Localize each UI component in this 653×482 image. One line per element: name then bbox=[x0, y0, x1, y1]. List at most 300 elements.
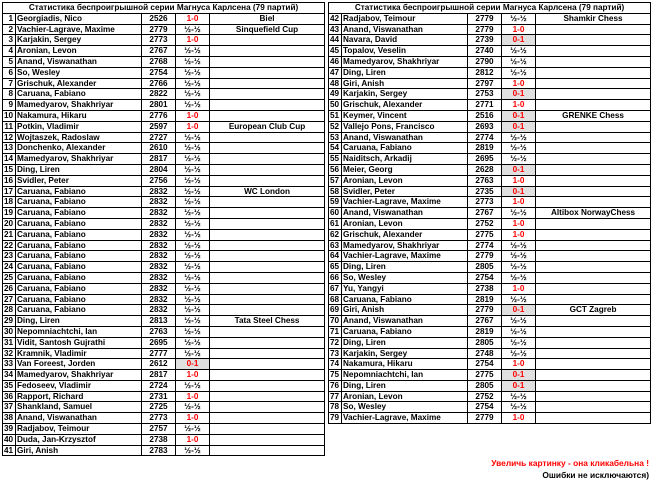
opponent-name: Anand, Viswanathan bbox=[342, 316, 468, 327]
game-number: 1 bbox=[3, 13, 16, 24]
tournament-name bbox=[536, 391, 651, 402]
tournament-name bbox=[210, 348, 325, 359]
opponent-name: Ding, Liren bbox=[342, 380, 468, 391]
game-result: 1-0 bbox=[502, 175, 536, 186]
game-result: 0-1 bbox=[502, 121, 536, 132]
opponent-rating: 2516 bbox=[468, 110, 502, 121]
opponent-name: Caruana, Fabiano bbox=[16, 229, 142, 240]
game-result: 1-0 bbox=[176, 370, 210, 381]
opponent-rating: 2767 bbox=[468, 316, 502, 327]
opponent-rating: 2612 bbox=[142, 359, 176, 370]
tournament-name bbox=[210, 143, 325, 154]
game-result: 0-1 bbox=[502, 186, 536, 197]
table-row bbox=[329, 24, 651, 35]
game-number: 72 bbox=[329, 337, 342, 348]
game-number: 65 bbox=[329, 262, 342, 273]
tournament-name bbox=[210, 218, 325, 229]
game-result: ½-½ bbox=[502, 326, 536, 337]
opponent-name: Ding, Liren bbox=[342, 337, 468, 348]
opponent-name: Vachier-Lagrave, Maxime bbox=[342, 197, 468, 208]
table-row bbox=[3, 13, 325, 24]
opponent-name: Vachier-Lagrave, Maxime bbox=[16, 24, 142, 35]
table-row bbox=[3, 143, 325, 154]
right-results-table bbox=[328, 2, 651, 424]
opponent-name: Mamedyarov, Shakhriyar bbox=[342, 240, 468, 251]
opponent-rating: 2597 bbox=[142, 121, 176, 132]
table-row bbox=[3, 272, 325, 283]
table-row bbox=[3, 67, 325, 78]
game-result: ½-½ bbox=[176, 56, 210, 67]
game-number: 48 bbox=[329, 78, 342, 89]
game-result: ½-½ bbox=[176, 251, 210, 262]
game-number: 49 bbox=[329, 89, 342, 100]
opponent-rating: 2775 bbox=[468, 370, 502, 381]
opponent-rating: 2790 bbox=[468, 56, 502, 67]
game-number: 24 bbox=[3, 262, 16, 273]
game-number: 39 bbox=[3, 424, 16, 435]
tournament-name bbox=[536, 67, 651, 78]
table-row bbox=[3, 186, 325, 197]
opponent-rating: 2727 bbox=[142, 132, 176, 143]
game-number: 9 bbox=[3, 100, 16, 111]
game-number: 5 bbox=[3, 56, 16, 67]
game-result: ½-½ bbox=[176, 197, 210, 208]
opponent-name: Kramnik, Vladimir bbox=[16, 348, 142, 359]
game-result: 0-1 bbox=[502, 305, 536, 316]
table-row bbox=[3, 434, 325, 445]
game-result: 1-0 bbox=[502, 413, 536, 424]
game-number: 3 bbox=[3, 35, 16, 46]
table-row bbox=[3, 262, 325, 273]
game-result: ½-½ bbox=[176, 445, 210, 456]
tournament-name bbox=[210, 445, 325, 456]
opponent-name: Ding, Liren bbox=[342, 262, 468, 273]
table-row bbox=[3, 348, 325, 359]
tournament-name: Tata Steel Chess bbox=[210, 316, 325, 327]
game-result: ½-½ bbox=[502, 337, 536, 348]
opponent-rating: 2832 bbox=[142, 208, 176, 219]
table-row bbox=[3, 380, 325, 391]
game-result: ½-½ bbox=[176, 78, 210, 89]
opponent-name: Topalov, Veselin bbox=[342, 46, 468, 57]
opponent-rating: 2832 bbox=[142, 197, 176, 208]
opponent-name: Navara, David bbox=[342, 35, 468, 46]
game-result: ½-½ bbox=[176, 24, 210, 35]
tournament-name bbox=[536, 402, 651, 413]
table-row bbox=[329, 197, 651, 208]
opponent-rating: 2768 bbox=[142, 56, 176, 67]
opponent-rating: 2817 bbox=[142, 154, 176, 165]
left-table-title: Статистика беспроигрышной серии Магнуса Карлсена (79 партий) bbox=[3, 3, 325, 14]
table-row bbox=[329, 89, 651, 100]
opponent-rating: 2819 bbox=[468, 143, 502, 154]
tournament-name bbox=[210, 283, 325, 294]
opponent-rating: 2739 bbox=[468, 35, 502, 46]
game-result: ½-½ bbox=[176, 218, 210, 229]
table-row bbox=[329, 110, 651, 121]
opponent-rating: 2757 bbox=[142, 424, 176, 435]
game-result: ½-½ bbox=[502, 132, 536, 143]
opponent-name: Caruana, Fabiano bbox=[16, 272, 142, 283]
opponent-name: Caruana, Fabiano bbox=[16, 283, 142, 294]
opponent-name: So, Wesley bbox=[16, 67, 142, 78]
table-row bbox=[329, 348, 651, 359]
opponent-rating: 2771 bbox=[468, 100, 502, 111]
tournament-name bbox=[210, 337, 325, 348]
table-row bbox=[329, 186, 651, 197]
game-result: 1-0 bbox=[176, 110, 210, 121]
tournament-name: GRENKE Chess bbox=[536, 110, 651, 121]
game-result: ½-½ bbox=[176, 154, 210, 165]
table-row bbox=[3, 24, 325, 35]
table-row bbox=[329, 218, 651, 229]
game-number: 19 bbox=[3, 208, 16, 219]
tournament-name bbox=[210, 413, 325, 424]
game-number: 43 bbox=[329, 24, 342, 35]
game-number: 66 bbox=[329, 272, 342, 283]
opponent-name: Keymer, Vincent bbox=[342, 110, 468, 121]
tournament-name bbox=[210, 175, 325, 186]
opponent-rating: 2610 bbox=[142, 143, 176, 154]
tournament-name bbox=[536, 359, 651, 370]
game-result: 1-0 bbox=[502, 78, 536, 89]
opponent-rating: 2805 bbox=[468, 337, 502, 348]
opponent-rating: 2779 bbox=[468, 413, 502, 424]
game-result: ½-½ bbox=[176, 229, 210, 240]
game-number: 11 bbox=[3, 121, 16, 132]
opponent-rating: 2805 bbox=[468, 380, 502, 391]
game-result: ½-½ bbox=[176, 46, 210, 57]
game-result: ½-½ bbox=[176, 132, 210, 143]
opponent-name: Grischuk, Alexander bbox=[342, 100, 468, 111]
table-row bbox=[3, 337, 325, 348]
game-result: ½-½ bbox=[502, 402, 536, 413]
game-result: 0-1 bbox=[502, 110, 536, 121]
game-result: ½-½ bbox=[176, 164, 210, 175]
opponent-name: Giri, Anish bbox=[342, 305, 468, 316]
tournament-name bbox=[536, 132, 651, 143]
opponent-name: Karjakin, Sergey bbox=[342, 348, 468, 359]
game-result: 1-0 bbox=[502, 197, 536, 208]
tournament-name bbox=[536, 121, 651, 132]
tournament-name bbox=[210, 294, 325, 305]
tournament-name bbox=[536, 240, 651, 251]
opponent-name: Vallejo Pons, Francisco bbox=[342, 121, 468, 132]
game-number: 23 bbox=[3, 251, 16, 262]
game-number: 34 bbox=[3, 370, 16, 381]
opponent-rating: 2773 bbox=[468, 197, 502, 208]
table-row bbox=[3, 283, 325, 294]
tournament-name bbox=[210, 46, 325, 57]
opponent-rating: 2776 bbox=[142, 110, 176, 121]
opponent-name: Ding, Liren bbox=[342, 67, 468, 78]
opponent-rating: 2832 bbox=[142, 240, 176, 251]
tournament-name bbox=[210, 391, 325, 402]
opponent-name: Karjakin, Sergey bbox=[342, 89, 468, 100]
opponent-name: Caruana, Fabiano bbox=[16, 262, 142, 273]
opponent-name: Anand, Viswanathan bbox=[342, 24, 468, 35]
game-result: ½-½ bbox=[176, 316, 210, 327]
tournament-name bbox=[210, 380, 325, 391]
table-row bbox=[329, 100, 651, 111]
table-row bbox=[3, 164, 325, 175]
opponent-rating: 2738 bbox=[142, 434, 176, 445]
opponent-rating: 2819 bbox=[468, 294, 502, 305]
tournament-name bbox=[536, 262, 651, 273]
game-result: ½-½ bbox=[176, 67, 210, 78]
game-result: ½-½ bbox=[502, 251, 536, 262]
game-number: 58 bbox=[329, 186, 342, 197]
opponent-name: So, Wesley bbox=[342, 272, 468, 283]
game-number: 6 bbox=[3, 67, 16, 78]
opponent-name: Aronian, Levon bbox=[342, 175, 468, 186]
game-result: ½-½ bbox=[176, 262, 210, 273]
tournament-name bbox=[536, 218, 651, 229]
table-row bbox=[3, 413, 325, 424]
game-number: 25 bbox=[3, 272, 16, 283]
opponent-rating: 2832 bbox=[142, 305, 176, 316]
tournament-name bbox=[210, 251, 325, 262]
table-row bbox=[3, 175, 325, 186]
game-result: 1-0 bbox=[502, 218, 536, 229]
opponent-name: Donchenko, Alexander bbox=[16, 143, 142, 154]
tournament-name bbox=[536, 294, 651, 305]
game-number: 42 bbox=[329, 13, 342, 24]
tournament-name bbox=[536, 272, 651, 283]
table-row bbox=[329, 370, 651, 381]
game-number: 4 bbox=[3, 46, 16, 57]
opponent-name: Mamedyarov, Shakhriyar bbox=[16, 100, 142, 111]
table-row bbox=[329, 402, 651, 413]
table-row bbox=[329, 78, 651, 89]
game-number: 21 bbox=[3, 229, 16, 240]
tournament-name bbox=[210, 164, 325, 175]
game-result: 1-0 bbox=[176, 413, 210, 424]
opponent-name: Meier, Georg bbox=[342, 164, 468, 175]
left-results-table bbox=[2, 2, 325, 456]
table-row bbox=[3, 316, 325, 327]
table-row bbox=[329, 208, 651, 219]
game-number: 20 bbox=[3, 218, 16, 229]
game-number: 67 bbox=[329, 283, 342, 294]
game-result: ½-½ bbox=[502, 56, 536, 67]
opponent-rating: 2832 bbox=[142, 186, 176, 197]
game-result: ½-½ bbox=[176, 240, 210, 251]
tournament-name bbox=[536, 56, 651, 67]
tournament-name bbox=[210, 434, 325, 445]
tournament-name bbox=[536, 175, 651, 186]
game-number: 46 bbox=[329, 56, 342, 67]
table-row bbox=[329, 326, 651, 337]
tournament-name bbox=[536, 348, 651, 359]
game-number: 2 bbox=[3, 24, 16, 35]
tournament-name bbox=[536, 164, 651, 175]
table-row bbox=[3, 78, 325, 89]
game-result: ½-½ bbox=[502, 143, 536, 154]
opponent-name: Anand, Viswanathan bbox=[16, 56, 142, 67]
opponent-rating: 2740 bbox=[468, 46, 502, 57]
tournament-name bbox=[210, 402, 325, 413]
opponent-name: Svidler, Peter bbox=[16, 175, 142, 186]
opponent-name: Wojtaszek, Radoslaw bbox=[16, 132, 142, 143]
table-row bbox=[3, 294, 325, 305]
game-number: 62 bbox=[329, 229, 342, 240]
game-result: ½-½ bbox=[176, 380, 210, 391]
game-number: 73 bbox=[329, 348, 342, 359]
opponent-rating: 2526 bbox=[142, 13, 176, 24]
table-row bbox=[3, 46, 325, 57]
table-row bbox=[3, 240, 325, 251]
game-number: 79 bbox=[329, 413, 342, 424]
opponent-name: Caruana, Fabiano bbox=[16, 186, 142, 197]
table-row bbox=[3, 154, 325, 165]
tournament-name bbox=[536, 326, 651, 337]
game-result: ½-½ bbox=[502, 208, 536, 219]
game-number: 71 bbox=[329, 326, 342, 337]
opponent-name: Vachier-Lagrave, Maxime bbox=[342, 413, 468, 424]
opponent-rating: 2779 bbox=[468, 13, 502, 24]
opponent-rating: 2754 bbox=[468, 359, 502, 370]
game-number: 7 bbox=[3, 78, 16, 89]
opponent-name: Nakamura, Hikaru bbox=[16, 110, 142, 121]
game-result: ½-½ bbox=[176, 272, 210, 283]
table-row bbox=[329, 272, 651, 283]
opponent-name: Mamedyarov, Shakhriyar bbox=[16, 154, 142, 165]
table-row bbox=[329, 175, 651, 186]
opponent-rating: 2832 bbox=[142, 251, 176, 262]
game-result: ½-½ bbox=[176, 143, 210, 154]
game-result: ½-½ bbox=[176, 337, 210, 348]
game-result: ½-½ bbox=[502, 13, 536, 24]
game-result: ½-½ bbox=[176, 305, 210, 316]
game-number: 53 bbox=[329, 132, 342, 143]
table-row bbox=[3, 229, 325, 240]
opponent-rating: 2767 bbox=[142, 46, 176, 57]
table-row bbox=[329, 35, 651, 46]
opponent-rating: 2754 bbox=[142, 67, 176, 78]
table-row bbox=[329, 56, 651, 67]
game-number: 57 bbox=[329, 175, 342, 186]
game-number: 68 bbox=[329, 294, 342, 305]
tournament-name bbox=[210, 262, 325, 273]
game-result: 1-0 bbox=[176, 121, 210, 132]
tournament-name: GCT Zagreb bbox=[536, 305, 651, 316]
opponent-name: Caruana, Fabiano bbox=[16, 240, 142, 251]
opponent-rating: 2797 bbox=[468, 78, 502, 89]
tournament-name bbox=[536, 24, 651, 35]
table-row bbox=[3, 56, 325, 67]
tournament-name bbox=[536, 154, 651, 165]
opponent-name: Van Foreest, Jorden bbox=[16, 359, 142, 370]
opponent-rating: 2813 bbox=[142, 316, 176, 327]
opponent-rating: 2773 bbox=[142, 413, 176, 424]
opponent-rating: 2724 bbox=[142, 380, 176, 391]
game-result: ½-½ bbox=[502, 348, 536, 359]
tournament-name bbox=[210, 67, 325, 78]
opponent-name: Aronian, Levon bbox=[16, 46, 142, 57]
table-row bbox=[3, 402, 325, 413]
tournament-name bbox=[536, 283, 651, 294]
opponent-rating: 2779 bbox=[468, 24, 502, 35]
game-number: 13 bbox=[3, 143, 16, 154]
table-row bbox=[329, 283, 651, 294]
opponent-rating: 2695 bbox=[468, 154, 502, 165]
opponent-name: Karjakin, Sergey bbox=[16, 35, 142, 46]
opponent-name: So, Wesley bbox=[342, 402, 468, 413]
opponent-name: Giri, Anish bbox=[342, 78, 468, 89]
clickable-image-note: Увеличь картинку - она кликабельна ! bbox=[491, 458, 649, 468]
game-number: 38 bbox=[3, 413, 16, 424]
game-result: 0-1 bbox=[502, 164, 536, 175]
game-number: 54 bbox=[329, 143, 342, 154]
opponent-rating: 2731 bbox=[142, 391, 176, 402]
game-result: ½-½ bbox=[176, 208, 210, 219]
opponent-rating: 2695 bbox=[142, 337, 176, 348]
game-number: 8 bbox=[3, 89, 16, 100]
opponent-name: Aronian, Levon bbox=[342, 391, 468, 402]
tournament-name: Altibox NorwayChess bbox=[536, 208, 651, 219]
table-row bbox=[3, 121, 325, 132]
tournament-name: Shamkir Chess bbox=[536, 13, 651, 24]
opponent-rating: 2774 bbox=[468, 132, 502, 143]
game-number: 56 bbox=[329, 164, 342, 175]
tournament-name: WC London bbox=[210, 186, 325, 197]
game-result: ½-½ bbox=[502, 294, 536, 305]
table-row bbox=[329, 337, 651, 348]
opponent-rating: 2832 bbox=[142, 272, 176, 283]
left-table-header bbox=[3, 3, 325, 14]
table-row bbox=[329, 132, 651, 143]
tournament-name bbox=[210, 272, 325, 283]
opponent-rating: 2779 bbox=[468, 305, 502, 316]
opponent-rating: 2752 bbox=[468, 218, 502, 229]
game-result: ½-½ bbox=[176, 186, 210, 197]
opponent-name: Anand, Viswanathan bbox=[342, 132, 468, 143]
table-row bbox=[329, 121, 651, 132]
table-row bbox=[329, 391, 651, 402]
game-result: 0-1 bbox=[502, 35, 536, 46]
opponent-rating: 2735 bbox=[468, 186, 502, 197]
table-row bbox=[329, 240, 651, 251]
game-number: 70 bbox=[329, 316, 342, 327]
game-result: ½-½ bbox=[176, 348, 210, 359]
opponent-name: Caruana, Fabiano bbox=[16, 197, 142, 208]
tournament-name bbox=[210, 370, 325, 381]
game-result: ½-½ bbox=[502, 391, 536, 402]
tournament-name bbox=[210, 424, 325, 435]
tournament-name bbox=[536, 35, 651, 46]
opponent-name: Rapport, Richard bbox=[16, 391, 142, 402]
opponent-rating: 2832 bbox=[142, 294, 176, 305]
tournament-name bbox=[536, 337, 651, 348]
table-row bbox=[3, 197, 325, 208]
opponent-rating: 2754 bbox=[468, 402, 502, 413]
tournament-name bbox=[210, 35, 325, 46]
opponent-rating: 2693 bbox=[468, 121, 502, 132]
game-result: 0-1 bbox=[502, 370, 536, 381]
tournament-name bbox=[210, 56, 325, 67]
table-row bbox=[3, 305, 325, 316]
game-number: 29 bbox=[3, 316, 16, 327]
opponent-rating: 2832 bbox=[142, 229, 176, 240]
game-number: 32 bbox=[3, 348, 16, 359]
game-number: 50 bbox=[329, 100, 342, 111]
tournament-name bbox=[536, 78, 651, 89]
tournament-name bbox=[210, 100, 325, 111]
opponent-name: Aronian, Levon bbox=[342, 218, 468, 229]
opponent-name: Grischuk, Alexander bbox=[16, 78, 142, 89]
game-result: 0-1 bbox=[502, 89, 536, 100]
